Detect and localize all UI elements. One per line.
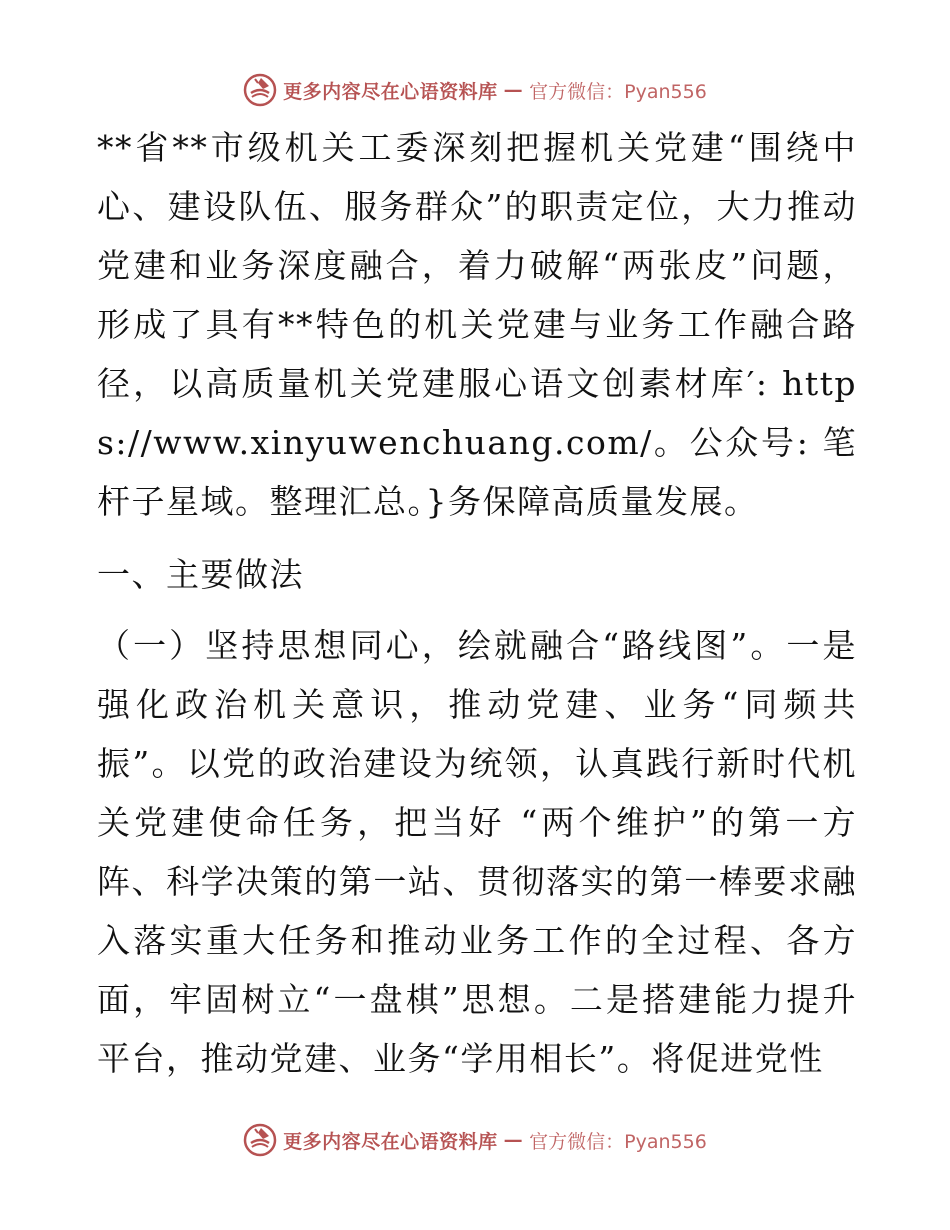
promo-text: 更多内容尽在心语资料库 <box>283 1130 498 1153</box>
wechat-text: 官方微信：Pyan556 <box>529 80 707 103</box>
book-pen-logo-icon <box>243 73 277 107</box>
section-heading: 一、主要做法 <box>97 555 304 594</box>
document-body <box>97 118 857 1088</box>
practice-paragraph: （一）坚持思想同心，绘就融合“路线图”。一是强化政治机关意识，推动党建、业务“同频共振”。以党的政治建设为统领，认真践行新时代机关党建使命任务，把当好 “两个维护”的第一方阵、科学决策的第一站、贯彻落实的第一棒要求融入落实重大任务和推动业务工作的全过程、各方面，牢固树立“一盘棋”思想。二是搭建能力提升平台，推动党建、业务“学用相长”。将促进党性 <box>97 626 857 1078</box>
wechat-text: 官方微信：Pyan556 <box>529 1130 707 1153</box>
intro-paragraph: **省**市级机关工委深刻把握机关党建“围绕中心、建设队伍、服务群众”的职责定位，大力推动党建和业务深度融合，着力破解“两张皮”问题，形成了具有**特色的机关党建与业务工作融合路径，以高质量机关党建服心语文创素材库′: https://www.xinyuwenchuang.com/。公众号: 笔杆子星域。整理汇总。}务保障高质量发展。 <box>97 128 857 521</box>
banner-dash: — <box>503 79 524 101</box>
banner-dash: — <box>503 1129 524 1151</box>
header-banner <box>0 70 950 110</box>
promo-text: 更多内容尽在心语资料库 <box>283 80 498 103</box>
book-pen-logo-icon <box>243 1123 277 1157</box>
footer-banner <box>0 1120 950 1160</box>
